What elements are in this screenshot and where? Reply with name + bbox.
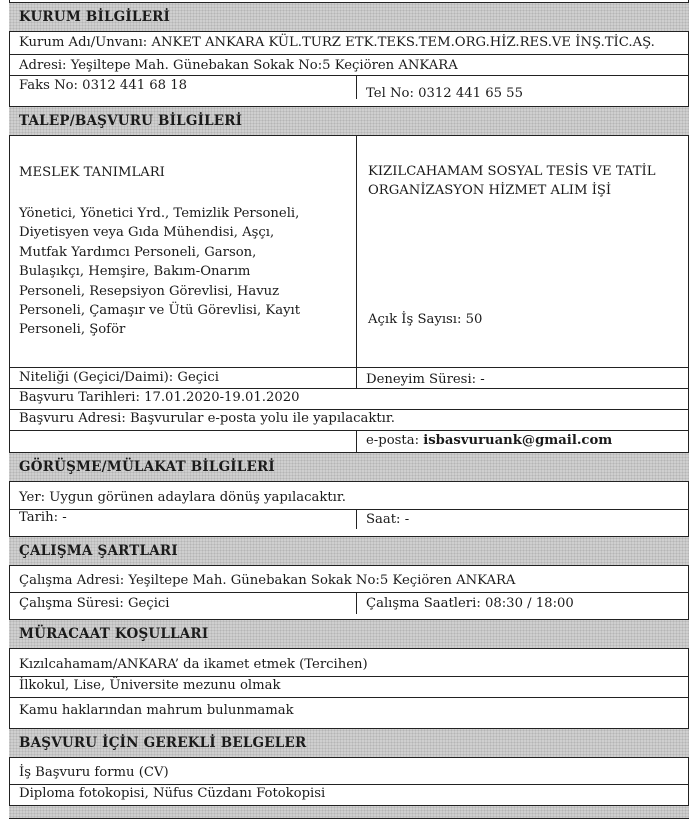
gorusme-yer: Yer: Uygun görünen adaylara dönüş yapılacaktır. — [19, 490, 346, 505]
divider — [9, 388, 689, 389]
kurum-adi: Kurum Adı/Unvanı: ANKET ANKARA KÜL.TURZ ETK.TEKS.TEM.ORG.HİZ.RES.VE İNŞ.TİC.AŞ. — [19, 35, 655, 50]
cell-divider — [356, 592, 357, 614]
cell-divider — [356, 367, 357, 388]
kosul-item: Kızılcahamam/ANKARA’ da ikamet etmek (Tercihen) — [19, 657, 368, 672]
divider — [9, 54, 689, 55]
belge-item: Diploma fotokopisi, Nüfus Cüzdanı Fotokopisi — [19, 786, 326, 801]
eposta-address[interactable]: isbasvuruank@gmail.com — [423, 433, 613, 448]
cell-divider — [356, 75, 357, 99]
section-header-calisma: ÇALIŞMA ŞARTLARI — [9, 536, 689, 566]
is-tanimi: KIZILCAHAMAM SOSYAL TESİS VE TATİL ORGANİZASYON HİZMET ALIM İŞİ — [368, 164, 656, 199]
section-header-talep: TALEP/BAŞVURU BİLGİLERİ — [9, 106, 689, 136]
kurum-adresi: Adresi: Yeşiltepe Mah. Günebakan Sokak No:5 Keçiören ANKARA — [19, 58, 458, 73]
acik-is-sayisi: Açık İş Sayısı: 50 — [368, 312, 483, 327]
tel-no: Tel No: 0312 441 65 55 — [366, 86, 523, 101]
section-header-belgeler: BAŞVURU İÇİN GEREKLİ BELGELER — [9, 728, 689, 758]
meslek-tanimlari-title: MESLEK TANIMLARI — [19, 165, 165, 180]
calisma-adresi: Çalışma Adresi: Yeşiltepe Mah. Günebakan Sokak No:5 Keçiören ANKARA — [19, 573, 516, 588]
divider — [9, 676, 689, 677]
cell-divider — [356, 135, 357, 368]
meslek-listesi: Yönetici, Yönetici Yrd., Temizlik Personeli, Diyetisyen veya Gıda Mühendisi, Aşçı, Mutfak Yardımcı Personeli, Garson, Bulaşıkçı, Hemşire, Bakım-Onarım Personeli, Resepsiyon Görevlisi, Havuz Personeli, Çamaşır ve Ütü Görevlisi, Kayıt Personeli, Şoför — [19, 206, 301, 338]
section-header-kurum: KURUM BİLGİLERİ — [9, 2, 689, 32]
divider — [9, 784, 689, 785]
eposta-row — [366, 433, 612, 448]
faks-no: Faks No: 0312 441 68 18 — [19, 78, 188, 93]
calisma-suresi: Çalışma Süresi: Geçici — [19, 596, 170, 611]
divider — [9, 592, 689, 593]
section-header-gorusme: GÖRÜŞME/MÜLAKAT BİLGİLERİ — [9, 452, 689, 482]
divider — [9, 697, 689, 698]
gorusme-saat: Saat: - — [366, 512, 410, 527]
divider — [9, 75, 689, 76]
section-header-muracaat: MÜRACAAT KOŞULLARI — [9, 619, 689, 649]
divider — [9, 367, 689, 368]
cell-divider — [356, 430, 357, 452]
cell-divider — [356, 509, 357, 529]
niteligi: Niteliği (Geçici/Daimi): Geçici — [19, 370, 219, 385]
divider — [9, 409, 689, 410]
belge-item: İş Başvuru formu (CV) — [19, 765, 169, 780]
calisma-saatleri: Çalışma Saatleri: 08:30 / 18:00 — [366, 596, 574, 611]
gorusme-tarih: Tarih: - — [19, 510, 67, 525]
basvuru-adresi: Başvuru Adresi: Başvurular e-posta yolu ile yapılacaktır. — [19, 411, 395, 426]
divider — [9, 430, 689, 431]
kosul-item: İlkokul, Lise, Üniversite mezunu olmak — [19, 678, 281, 693]
kosul-item: Kamu haklarından mahrum bulunmamak — [19, 703, 294, 718]
eposta-label: e-posta: — [366, 433, 424, 448]
basvuru-tarihleri: Başvuru Tarihleri: 17.01.2020-19.01.2020 — [19, 390, 300, 405]
deneyim-suresi: Deneyim Süresi: - — [366, 372, 485, 387]
